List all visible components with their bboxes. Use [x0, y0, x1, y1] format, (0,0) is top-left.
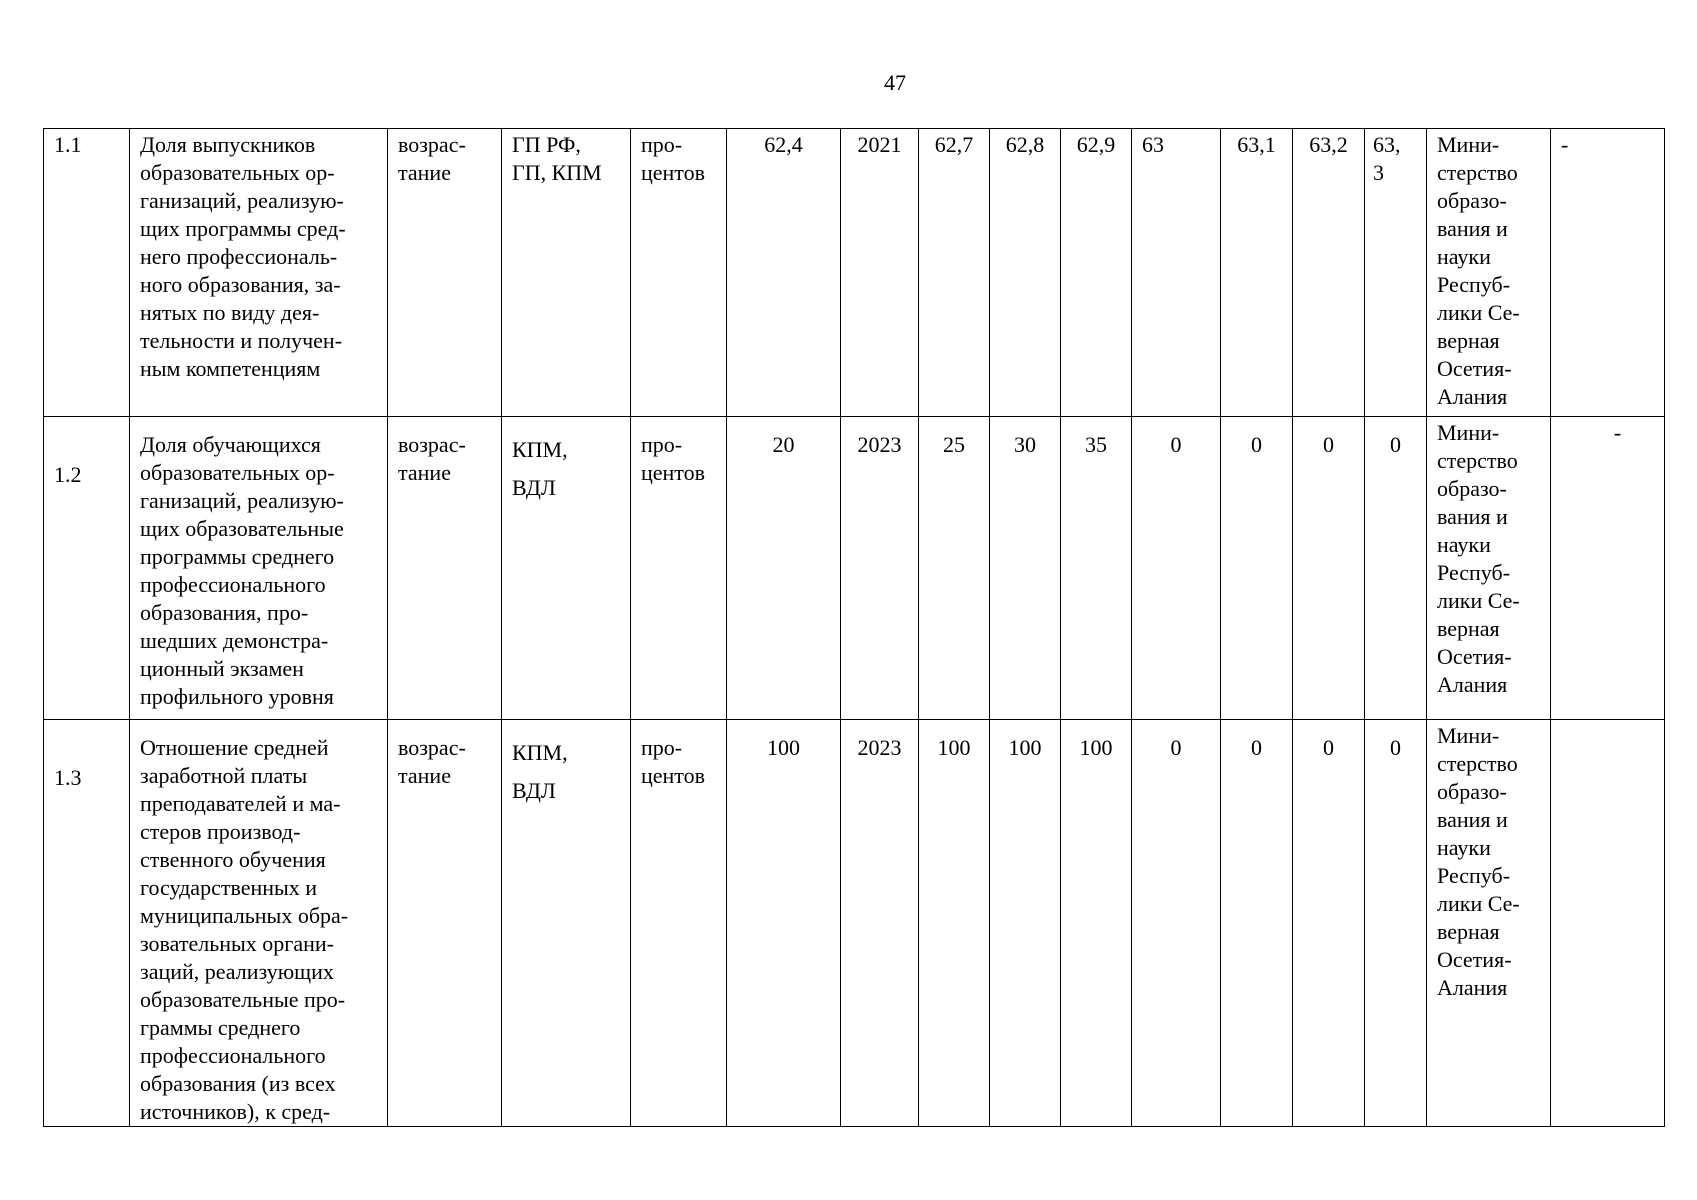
indicator-name-line: щих образовательные	[140, 516, 344, 541]
source-cell-line: ГП РФ,	[512, 132, 581, 157]
indicator-name-line: ственного обучения	[140, 847, 326, 872]
responsible-executor-line: Мини-	[1437, 132, 1500, 157]
indicator-name-line: ганизаций, реализую-	[140, 188, 344, 213]
value-year-2: 100	[990, 720, 1061, 1127]
note-cell	[1551, 720, 1665, 1127]
responsible-executor-line: Респуб-	[1437, 863, 1511, 888]
responsible-executor-line: вания и	[1437, 504, 1508, 529]
indicator-name-line: щих программы сред-	[140, 216, 346, 241]
indicator-name-line: ного образования, за-	[140, 272, 341, 297]
indicator-name-line: программы среднего	[140, 544, 335, 569]
indicator-name-line: Отношение средней	[140, 735, 329, 760]
unit-cell-line: центов	[641, 460, 706, 485]
indicator-name-line: источников), к сред-	[140, 1099, 331, 1124]
responsible-executor-line: верная	[1437, 328, 1500, 353]
responsible-executor-line: науки	[1437, 835, 1491, 860]
source-cell-line: ВДЛ	[512, 475, 556, 500]
row-number: 1.2	[44, 417, 130, 720]
unit-cell-line: центов	[641, 160, 706, 185]
trend-cell-line: тание	[398, 763, 451, 788]
indicator-name-line: него профессиональ-	[140, 244, 338, 269]
responsible-executor-line: образо-	[1437, 476, 1507, 501]
note-cell: -	[1551, 417, 1665, 720]
responsible-executor-line: Респуб-	[1437, 272, 1511, 297]
source-cell-line: КПМ,	[512, 437, 568, 462]
responsible-executor-line: стерство	[1437, 448, 1518, 473]
trend-cell	[388, 720, 502, 1127]
value-year-6: 63,2	[1293, 129, 1365, 417]
indicator-name-line: профессионального	[140, 572, 326, 597]
base-value: 100	[727, 720, 841, 1127]
source-cell	[502, 720, 631, 1127]
value-year-1: 25	[919, 417, 990, 720]
table-row	[44, 417, 1665, 720]
value-year-2: 62,8	[990, 129, 1061, 417]
indicator-name-line: Доля выпускников	[140, 132, 316, 157]
unit-cell-line: про-	[641, 432, 683, 457]
value-year-1: 100	[919, 720, 990, 1127]
source-cell-line: ГП, КПМ	[512, 160, 602, 185]
responsible-executor-line: Респуб-	[1437, 560, 1511, 585]
responsible-executor-line: науки	[1437, 532, 1491, 557]
responsible-executor-line: Алания	[1437, 975, 1508, 1000]
responsible-executor-line: Осетия-	[1437, 356, 1512, 381]
indicator-name-line: заработной платы	[140, 763, 308, 788]
responsible-executor	[1427, 720, 1551, 1127]
value-year-4: 63	[1132, 129, 1221, 417]
indicator-name-line: ганизаций, реализую-	[140, 488, 344, 513]
unit-cell-line: про-	[641, 132, 683, 157]
responsible-executor	[1427, 129, 1551, 417]
indicator-name-line: образовательных ор-	[140, 160, 335, 185]
responsible-executor-line: верная	[1437, 616, 1500, 641]
responsible-executor-line: верная	[1437, 919, 1500, 944]
indicator-name-line: образования (из всех	[140, 1071, 336, 1096]
indicator-name-line: заций, реализующих	[140, 959, 334, 984]
value-year-5: 0	[1221, 720, 1293, 1127]
indicators-table	[43, 128, 1665, 1127]
indicator-name-line: государственных и	[140, 875, 318, 900]
responsible-executor-line: Алания	[1437, 384, 1508, 409]
value-year-4: 0	[1132, 720, 1221, 1127]
value-year-6: 0	[1293, 417, 1365, 720]
indicator-name-line: профильного уровня	[140, 684, 334, 709]
trend-cell-line: возрас-	[398, 735, 466, 760]
unit-cell	[631, 417, 727, 720]
value-year-2: 30	[990, 417, 1061, 720]
responsible-executor-line: Мини-	[1437, 420, 1500, 445]
unit-cell-line: центов	[641, 763, 706, 788]
indicator-name-line: образовательных ор-	[140, 460, 335, 485]
trend-cell-line: тание	[398, 460, 451, 485]
value-year-7	[1365, 129, 1427, 417]
indicator-name-line: Доля обучающихся	[140, 432, 321, 457]
indicator-name-line: ным компетенциям	[140, 356, 321, 381]
table-row	[44, 129, 1665, 417]
responsible-executor-line: вания и	[1437, 216, 1508, 241]
value-year-6: 0	[1293, 720, 1365, 1127]
trend-cell	[388, 129, 502, 417]
indicator-name-line: стеров производ-	[140, 819, 301, 844]
base-year: 2023	[841, 417, 919, 720]
source-cell-line: ВДЛ	[512, 778, 556, 803]
trend-cell	[388, 417, 502, 720]
base-year: 2021	[841, 129, 919, 417]
indicator-name-line: ционный экзамен	[140, 656, 304, 681]
responsible-executor-line: науки	[1437, 244, 1491, 269]
trend-cell-line: тание	[398, 160, 451, 185]
responsible-executor-line: лики Се-	[1437, 300, 1520, 325]
trend-cell-line: возрас-	[398, 132, 466, 157]
indicator-name-line: преподавателей и ма-	[140, 791, 341, 816]
value-year-3: 35	[1061, 417, 1132, 720]
table-row	[44, 720, 1665, 1127]
value-year-7	[1365, 417, 1427, 720]
responsible-executor-line: вания и	[1437, 807, 1508, 832]
unit-cell-line: про-	[641, 735, 683, 760]
value-year-4: 0	[1132, 417, 1221, 720]
value-year-7-line: 0	[1390, 735, 1401, 760]
value-year-1: 62,7	[919, 129, 990, 417]
value-year-5: 63,1	[1221, 129, 1293, 417]
source-cell	[502, 129, 631, 417]
base-value: 20	[727, 417, 841, 720]
source-cell	[502, 417, 631, 720]
responsible-executor-line: стерство	[1437, 751, 1518, 776]
value-year-3: 100	[1061, 720, 1132, 1127]
responsible-executor-line: Мини-	[1437, 723, 1500, 748]
value-year-7-line: 63,	[1373, 132, 1401, 157]
source-cell-line: КПМ,	[512, 740, 568, 765]
indicator-name-line: зовательных органи-	[140, 931, 334, 956]
indicator-name-line: тельности и получен-	[140, 328, 343, 353]
indicator-name-line: образовательные про-	[140, 987, 346, 1012]
value-year-5: 0	[1221, 417, 1293, 720]
value-year-7	[1365, 720, 1427, 1127]
responsible-executor-line: лики Се-	[1437, 588, 1520, 613]
indicator-name-line: муниципальных обра-	[140, 903, 349, 928]
row-number: 1.1	[44, 129, 130, 417]
responsible-executor	[1427, 417, 1551, 720]
value-year-3: 62,9	[1061, 129, 1132, 417]
trend-cell-line: возрас-	[398, 432, 466, 457]
responsible-executor-line: Осетия-	[1437, 644, 1512, 669]
indicator-name	[130, 129, 388, 417]
value-year-7-line: 3	[1373, 160, 1384, 185]
indicator-name	[130, 417, 388, 720]
responsible-executor-line: Осетия-	[1437, 947, 1512, 972]
note-cell: -	[1551, 129, 1665, 417]
unit-cell	[631, 720, 727, 1127]
responsible-executor-line: образо-	[1437, 188, 1507, 213]
indicator-name-line: граммы среднего	[140, 1015, 301, 1040]
value-year-7-line: 0	[1390, 432, 1401, 457]
indicator-name-line: шедших демонстра-	[140, 628, 329, 653]
indicator-name-line: нятых по виду дея-	[140, 300, 320, 325]
responsible-executor-line: стерство	[1437, 160, 1518, 185]
base-value: 62,4	[727, 129, 841, 417]
row-number: 1.3	[44, 720, 130, 1127]
indicator-name	[130, 720, 388, 1127]
responsible-executor-line: Алания	[1437, 672, 1508, 697]
base-year: 2023	[841, 720, 919, 1127]
unit-cell	[631, 129, 727, 417]
responsible-executor-line: лики Се-	[1437, 891, 1520, 916]
responsible-executor-line: образо-	[1437, 779, 1507, 804]
indicator-name-line: профессионального	[140, 1043, 326, 1068]
indicator-name-line: образования, про-	[140, 600, 309, 625]
page-number: 47	[884, 70, 906, 95]
